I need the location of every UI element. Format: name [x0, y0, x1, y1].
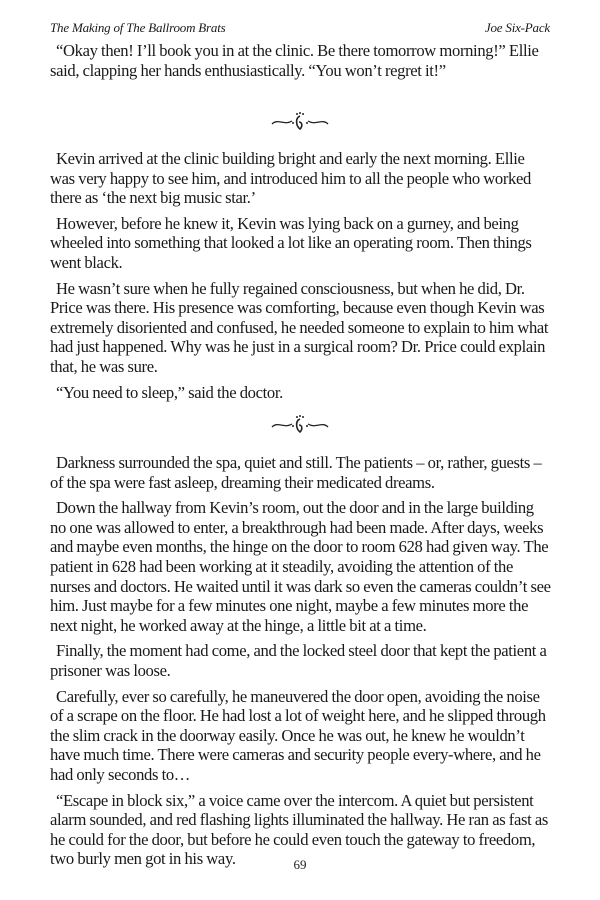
section-break-flourish-icon [270, 413, 330, 437]
section-break-flourish-icon [270, 110, 330, 134]
text-section-3 [50, 453, 552, 875]
paragraph: He wasn’t sure when he fully regained consciousness, but when he did, Dr. Price was there. His presence was comforting, because even though Kevin was extremely disoriented and confused, he needed someone to explain to him what had just happened. Why was he just in a surgical room? Dr. Price could explain that, he was sure. [50, 278, 549, 376]
paragraph: “Escape in block six,” a voice came over the intercom. A quiet but persistent alarm sounded, and red flashing lights illuminated the hallway. He ran as fast as he could for the door, but before he could even touch the gateway to freedom, two burly men got in his way. [50, 790, 548, 869]
paragraph: “You need to sleep,” said the doctor. [56, 382, 283, 402]
paragraph: However, before he knew it, Kevin was lying back on a gurney, and being wheeled into something that looked a lot like an operating room. Then things went black. [50, 213, 532, 272]
paragraph: Kevin arrived at the clinic building bright and early the next morning. Ellie was very happy to see him, and introduced him to all the people who worked there as ‘the next big music star.’ [50, 149, 531, 208]
paragraph: Finally, the moment had come, and the locked steel door that kept the patient a prisoner was loose. [50, 641, 547, 680]
book-title: The Making of The Ballroom Brats [50, 20, 226, 35]
paragraph: Carefully, ever so carefully, he maneuvered the door open, avoiding the noise of a scrape on the floor. He had lost a lot of weight here, and he slipped through the slim crack in the doorway easily. Once he was out, he knew he wouldn’t have much time. There were cameras and security people every-where, and he had only seconds to… [50, 686, 546, 784]
paragraph: Down the hallway from Kevin’s room, out the door and in the large building no one was allowed to enter, a breakthrough had been made. After days, weeks and maybe even months, the hinge on the door to room 628 had given way. The patient in 628 had been working at it steadily, avoiding the attention of the nurses and doctors. He waited until it was dark so even the cameras couldn’t see him. Just maybe for a few minutes one night, maybe a few minutes more the next night, he worked away at the hinge, a little bit at a time. [50, 498, 551, 635]
running-header [50, 20, 550, 38]
author-name: Joe Six-Pack [484, 20, 550, 35]
paragraph: Darkness surrounded the spa, quiet and still. The patients – or, rather, guests – of the spa were fast asleep, dreaming their medicated dreams. [50, 453, 542, 492]
text-section-1 [50, 41, 552, 86]
text-section-2 [50, 149, 552, 408]
page-number: 69 [293, 857, 307, 872]
paragraph: “Okay then! I’ll book you in at the clinic. Be there tomorrow morning!” Ellie said, clapping her hands enthusiastically. “You won’t regret it!” [50, 41, 539, 80]
